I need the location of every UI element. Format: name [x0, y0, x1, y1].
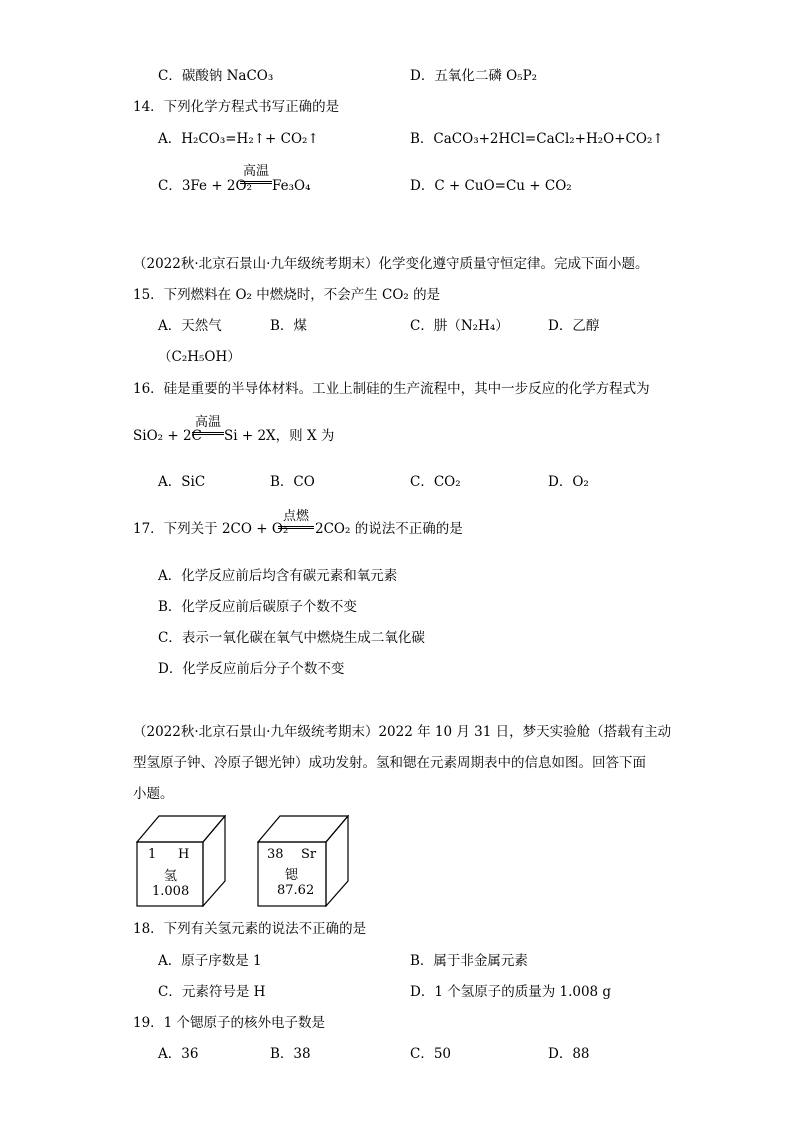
- q14-stem: 14．下列化学方程式书写正确的是: [133, 99, 340, 115]
- q14-option-b: B．CaCO₃+2HCl=CaCl₂+H₂O+CO₂↑: [410, 131, 664, 147]
- q14-option-c-left: C．3Fe + 2O₂: [158, 178, 252, 194]
- q14-option-c-right: Fe₃O₄: [272, 178, 311, 194]
- q14-option-a: A．H₂CO₃=H₂↑+ CO₂↑: [158, 131, 319, 147]
- q14-option-c-condition: 高温: [242, 164, 269, 179]
- element-mass: 1.008: [152, 884, 190, 899]
- q15-option-a: A．天然气: [158, 318, 222, 334]
- group1-intro: （2022秋·北京石景山·九年级统考期末）化学变化遵守质量守恒定律。完成下面小题。: [133, 256, 649, 272]
- q17-option-d: D．化学反应前后分子个数不变: [158, 661, 345, 677]
- q18-option-b: B．属于非金属元素: [410, 953, 528, 969]
- q16-equals-bar: [192, 432, 224, 435]
- q17-stem-left: 17．下列关于 2CO + O₂: [133, 521, 289, 537]
- q17-equals-bar: [278, 526, 314, 529]
- q16-stem: 16．硅是重要的半导体材料。工业上制硅的生产流程中，其中一步反应的化学方程式为: [133, 381, 650, 397]
- q16-option-b: B．CO: [270, 474, 315, 490]
- group2-intro-line3: 小题。: [133, 786, 174, 802]
- q16-equation-left: SiO₂ + 2C: [133, 428, 202, 444]
- q15-option-d-formula: （C₂H₅OH）: [158, 349, 241, 365]
- q17-option-b: B．化学反应前后碳原子个数不变: [158, 599, 357, 615]
- q13-option-c: C．碳酸钠 NaCO₃: [158, 68, 274, 84]
- q19-option-c: C．50: [410, 1046, 452, 1062]
- q14-equals-bar: [240, 181, 272, 184]
- element-number: 38: [267, 847, 284, 862]
- q16-equation-right: Si + 2X，则 X 为: [224, 428, 335, 444]
- q15-option-d: D．乙醇: [548, 318, 600, 334]
- q19-option-a: A．36: [158, 1046, 199, 1062]
- q18-stem: 18．下列有关氢元素的说法不正确的是: [133, 921, 367, 937]
- q15-option-b: B．煤: [270, 318, 307, 334]
- q13-option-d: D．五氧化二磷 O₅P₂: [410, 68, 538, 84]
- element-symbol: H: [178, 847, 190, 862]
- q16-option-c: C．CO₂: [410, 474, 461, 490]
- q14-option-d: D．C + CuO=Cu + CO₂: [410, 178, 572, 194]
- element-cube-hydrogen: [136, 815, 226, 907]
- element-cube-strontium: [257, 815, 349, 907]
- element-symbol: Sr: [301, 847, 317, 862]
- q16-option-d: D．O₂: [548, 474, 589, 490]
- q18-option-d: D．1 个氢原子的质量为 1.008 g: [410, 984, 612, 1000]
- element-mass: 87.62: [277, 883, 315, 898]
- q17-option-a: A．化学反应前后均含有碳元素和氧元素: [158, 568, 398, 584]
- q16-equation-condition: 高温: [194, 415, 221, 430]
- q17-stem-condition: 点燃: [282, 509, 309, 524]
- q17-stem-right: 2CO₂ 的说法不正确的是: [315, 521, 463, 537]
- q15-stem: 15．下列燃料在 O₂ 中燃烧时，不会产生 CO₂ 的是: [133, 287, 441, 303]
- element-name: 氢: [164, 869, 178, 884]
- q18-option-c: C．元素符号是 H: [158, 984, 266, 1000]
- q16-option-a: A．SiC: [158, 474, 206, 490]
- group2-intro-line2: 型氢原子钟、冷原子锶光钟）成功发射。氢和锶在元素周期表中的信息如图。回答下面: [133, 755, 646, 771]
- group2-intro-line1: （2022秋·北京石景山·九年级统考期末）2022 年 10 月 31 日，梦天实验舱（搭载有主动: [133, 724, 672, 740]
- q17-option-c: C．表示一氧化碳在氧气中燃烧生成二氧化碳: [158, 630, 425, 646]
- q19-option-b: B．38: [270, 1046, 311, 1062]
- q15-option-c: C．肼（N₂H₄）: [410, 318, 509, 334]
- q19-option-d: D．88: [548, 1046, 590, 1062]
- element-name: 锶: [285, 868, 299, 883]
- q18-option-a: A．原子序数是 1: [158, 953, 262, 969]
- element-number: 1: [148, 847, 157, 862]
- q19-stem: 19．1 个锶原子的核外电子数是: [133, 1015, 326, 1031]
